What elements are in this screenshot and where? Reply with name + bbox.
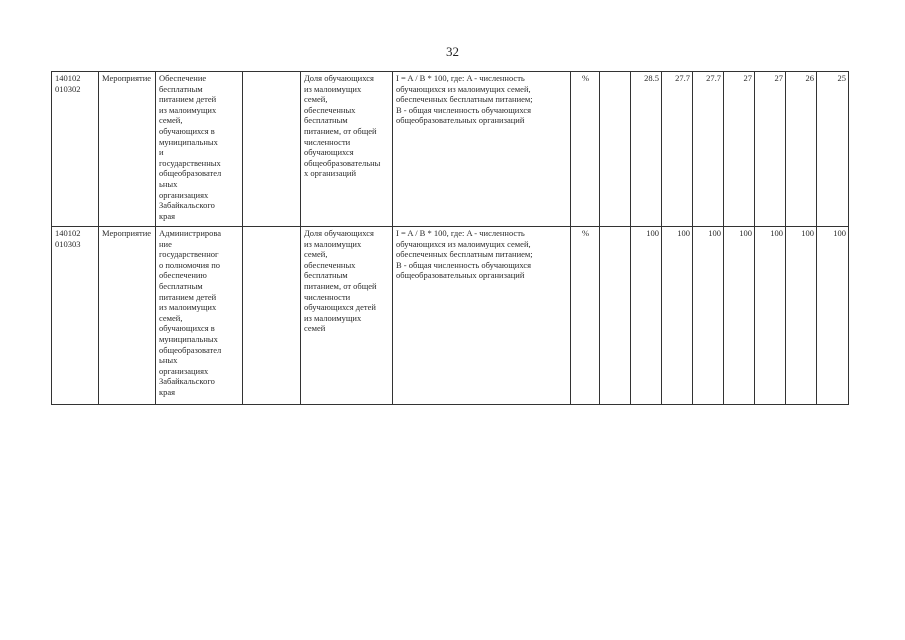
row-formula: I = A / B * 100, где: A - численность обучающихся из малоимущих семей, обеспеченных бесплатным питанием; B - общая численность обучающихся общеобразовательных организаций bbox=[393, 227, 571, 405]
indicator-table bbox=[51, 71, 849, 405]
row-indicator: Доля обучающихся из малоимущих семей, обеспеченных бесплатным питанием, от общей численности обучающихся общеобразовательны х организаций bbox=[301, 72, 393, 227]
row-name: Администрирова ние государственног о полномочия по обеспечению бесплатным питанием детей из малоимущих семей, обучающихся в муниципальных общеобразовател ьных организациях Забайкальского края bbox=[156, 227, 243, 405]
row-code: 140102 010302 bbox=[52, 72, 99, 227]
row-value: 100 bbox=[724, 227, 755, 405]
row-blank-cell bbox=[600, 227, 631, 405]
row-value: 27.7 bbox=[662, 72, 693, 227]
row-value: 100 bbox=[693, 227, 724, 405]
row-formula: I = A / B * 100, где: A - численность обучающихся из малоимущих семей, обеспеченных бесплатным питанием; B - общая численность обучающихся общеобразовательных организаций bbox=[393, 72, 571, 227]
table-row bbox=[52, 72, 849, 227]
page-number: 32 bbox=[446, 44, 459, 59]
row-value: 27 bbox=[755, 72, 786, 227]
row-indicator: Доля обучающихся из малоимущих семей, обеспеченных бесплатным питанием, от общей численности обучающихся детей из малоимущих семей bbox=[301, 227, 393, 405]
row-empty-cell bbox=[243, 227, 301, 405]
row-value: 27 bbox=[724, 72, 755, 227]
row-type: Мероприятие bbox=[99, 72, 156, 227]
row-value: 25 bbox=[817, 72, 849, 227]
row-value: 100 bbox=[631, 227, 662, 405]
table-row bbox=[52, 227, 849, 405]
row-value: 28.5 bbox=[631, 72, 662, 227]
row-value: 100 bbox=[755, 227, 786, 405]
row-name: Обеспечение бесплатным питанием детей из малоимущих семей, обучающихся в муниципальных и государственных общеобразовател ьных организациях Забайкальского края bbox=[156, 72, 243, 227]
row-value: 100 bbox=[817, 227, 849, 405]
row-value: 27.7 bbox=[693, 72, 724, 227]
row-value: 100 bbox=[786, 227, 817, 405]
row-empty-cell bbox=[243, 72, 301, 227]
row-value: 26 bbox=[786, 72, 817, 227]
row-blank-cell bbox=[600, 72, 631, 227]
row-value: 100 bbox=[662, 227, 693, 405]
row-unit: % bbox=[571, 227, 600, 405]
row-code: 140102 010303 bbox=[52, 227, 99, 405]
row-type: Мероприятие bbox=[99, 227, 156, 405]
row-unit: % bbox=[571, 72, 600, 227]
